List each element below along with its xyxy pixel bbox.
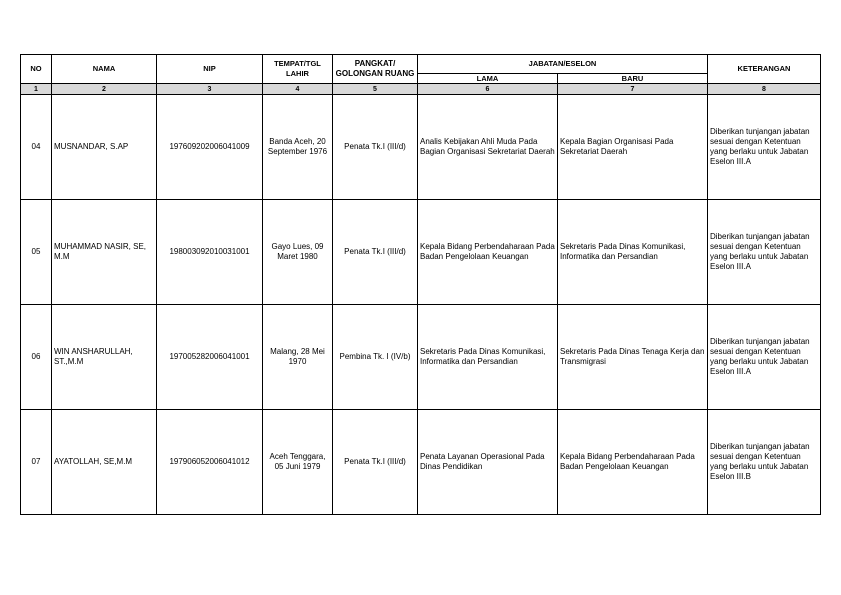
cell-nip: 198003092010031001 <box>157 200 263 305</box>
header-nip: NIP <box>157 55 263 84</box>
column-number: 6 <box>418 84 558 95</box>
cell-pangkat: Penata Tk.I (III/d) <box>333 200 418 305</box>
officials-table <box>20 54 821 515</box>
cell-nama: AYATOLLAH, SE,M.M <box>52 410 157 515</box>
header-row <box>21 55 821 74</box>
cell-pangkat: Pembina Tk. I (IV/b) <box>333 305 418 410</box>
cell-nip: 197609202006041009 <box>157 95 263 200</box>
header-keterangan: KETERANGAN <box>708 55 821 84</box>
cell-tempat-tgl-lahir: Malang, 28 Mei 1970 <box>263 305 333 410</box>
header-pangkat-line1: PANGKAT/ <box>354 59 396 68</box>
header-pangkat <box>333 55 418 84</box>
cell-jabatan-baru: Sekretaris Pada Dinas Komunikasi, Informatika dan Persandian <box>558 200 708 305</box>
table-row <box>21 200 821 305</box>
cell-nip: 197005282006041001 <box>157 305 263 410</box>
column-number: 4 <box>263 84 333 95</box>
column-number: 3 <box>157 84 263 95</box>
header-tempat-line1: TEMPAT/TGL <box>274 59 321 68</box>
cell-tempat-tgl-lahir: Aceh Tenggara, 05 Juni 1979 <box>263 410 333 515</box>
header-lama: LAMA <box>418 74 558 84</box>
cell-nama: WIN ANSHARULLAH, ST.,M.M <box>52 305 157 410</box>
cell-keterangan: Diberikan tunjangan jabatan sesuai dengan Ketentuan yang berlaku untuk Jabatan Eselon III.A <box>708 95 821 200</box>
header-pangkat-line2: GOLONGAN RUANG <box>335 69 415 78</box>
cell-jabatan-lama: Analis Kebijakan Ahli Muda Pada Bagian Organisasi Sekretariat Daerah <box>418 95 558 200</box>
header-baru: BARU <box>558 74 708 84</box>
cell-jabatan-baru: Kepala Bidang Perbendaharaan Pada Badan Pengelolaan Keuangan <box>558 410 708 515</box>
cell-no: 06 <box>21 305 52 410</box>
table-row <box>21 410 821 515</box>
cell-tempat-tgl-lahir: Gayo Lues, 09 Maret 1980 <box>263 200 333 305</box>
cell-nama: MUHAMMAD NASIR, SE, M.M <box>52 200 157 305</box>
cell-tempat-tgl-lahir: Banda Aceh, 20 September 1976 <box>263 95 333 200</box>
header-nama: NAMA <box>52 55 157 84</box>
header-tempat-tgl-lahir <box>263 55 333 84</box>
column-number: 1 <box>21 84 52 95</box>
table-row <box>21 95 821 200</box>
cell-pangkat: Penata Tk.I (III/d) <box>333 410 418 515</box>
cell-no: 07 <box>21 410 52 515</box>
cell-nip: 197906052006041012 <box>157 410 263 515</box>
cell-pangkat: Penata Tk.I (III/d) <box>333 95 418 200</box>
cell-jabatan-baru: Kepala Bagian Organisasi Pada Sekretariat Daerah <box>558 95 708 200</box>
cell-no: 04 <box>21 95 52 200</box>
cell-jabatan-lama: Penata Layanan Operasional Pada Dinas Pendidikan <box>418 410 558 515</box>
cell-jabatan-baru: Sekretaris Pada Dinas Tenaga Kerja dan Transmigrasi <box>558 305 708 410</box>
cell-jabatan-lama: Sekretaris Pada Dinas Komunikasi, Informatika dan Persandian <box>418 305 558 410</box>
cell-nama: MUSNANDAR, S.AP <box>52 95 157 200</box>
column-number: 5 <box>333 84 418 95</box>
cell-no: 05 <box>21 200 52 305</box>
header-tempat-line2: LAHIR <box>286 69 309 78</box>
header-no: NO <box>21 55 52 84</box>
header-jabatan-eselon: JABATAN/ESELON <box>418 55 708 74</box>
cell-keterangan: Diberikan tunjangan jabatan sesuai dengan Ketentuan yang berlaku untuk Jabatan Eselon III.A <box>708 200 821 305</box>
column-number: 7 <box>558 84 708 95</box>
cell-keterangan: Diberikan tunjangan jabatan sesuai dengan Ketentuan yang berlaku untuk Jabatan Eselon III.A <box>708 305 821 410</box>
column-number: 2 <box>52 84 157 95</box>
column-number: 8 <box>708 84 821 95</box>
cell-keterangan: Diberikan tunjangan jabatan sesuai dengan Ketentuan yang berlaku untuk Jabatan Eselon III.B <box>708 410 821 515</box>
table-row <box>21 305 821 410</box>
column-number-row <box>21 84 821 95</box>
cell-jabatan-lama: Kepala Bidang Perbendaharaan Pada Badan Pengelolaan Keuangan <box>418 200 558 305</box>
